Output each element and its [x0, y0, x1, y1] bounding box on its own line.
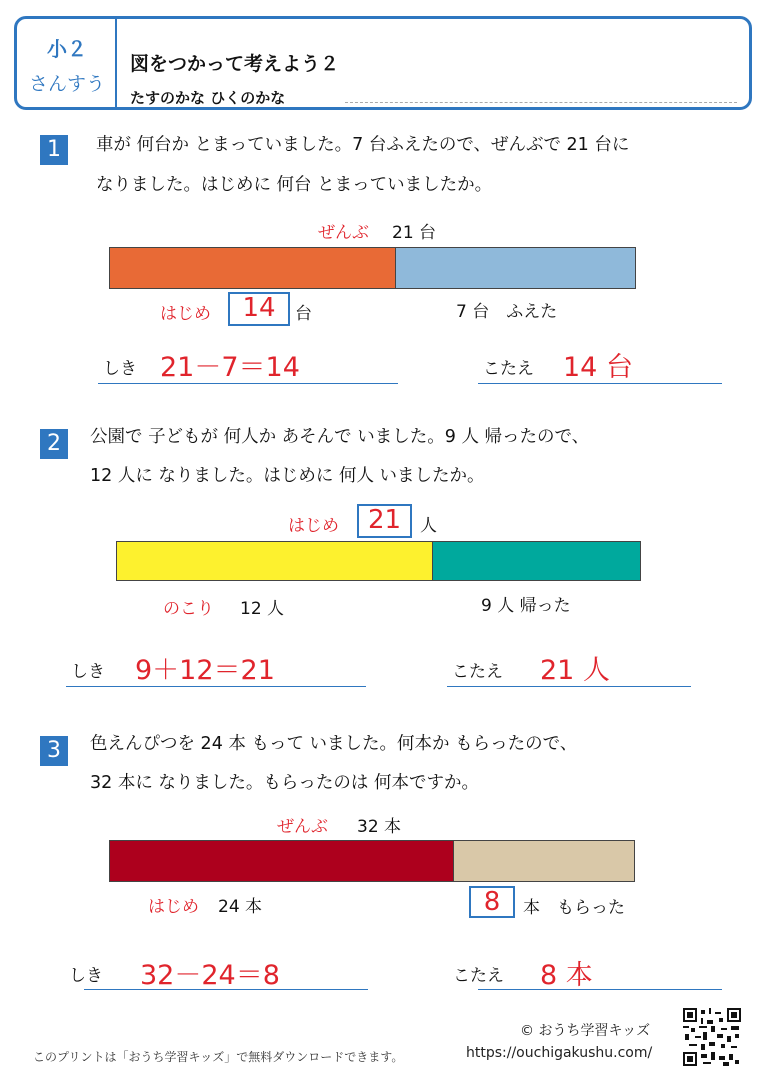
question-1-text-line1: 車が 何台か とまっていました。7 台ふえたので、ぜんぶで 21 台に [96, 135, 630, 155]
q3-bar-start [109, 840, 454, 882]
q3-kotae: 8 本 [540, 960, 593, 991]
q2-shiki: 9＋12＝21 [135, 655, 275, 686]
subject-label: さんすう [28, 73, 105, 95]
question-3-text-line2: 32 本に なりました。もらったのは 何本ですか。 [90, 773, 479, 793]
q1-start-answer-box: 14 [228, 292, 290, 326]
q2-start-answer-box: 21 [357, 504, 412, 538]
q2-remain-value: 12 人 [240, 599, 285, 619]
question-number-2: 2 [40, 429, 68, 459]
q2-change-label: 9 人 帰った [481, 596, 571, 616]
question-2-text-line1: 公園で 子どもが 何人か あそんで いました。9 人 帰ったので、 [90, 427, 590, 447]
q2-kotae-line [447, 686, 691, 687]
q2-start-unit: 人 [420, 516, 437, 536]
q3-total-value: 32 本 [357, 817, 402, 837]
question-3-text-line1: 色えんぴつを 24 本 もって いました。何本か もらったので、 [90, 734, 578, 754]
question-number-3: 3 [40, 736, 68, 766]
q3-total-label: ぜんぶ [277, 817, 328, 837]
q2-start-label: はじめ [288, 516, 339, 536]
q1-bar-change [395, 247, 636, 289]
question-number-1: 1 [40, 135, 68, 165]
name-line [345, 102, 737, 103]
q1-shiki-label: しき [103, 359, 137, 379]
q1-kotae: 14 台 [563, 352, 633, 383]
q1-kotae-line [478, 383, 722, 384]
footer-copyright: © おうち学習キッズ [520, 1023, 651, 1039]
question-1-text-line2: なりました。はじめに 何台 とまっていましたか。 [96, 175, 493, 195]
q3-kotae-label: こたえ [453, 966, 504, 986]
q3-start-value: 24 本 [218, 897, 263, 917]
q2-bar-remain [116, 541, 433, 581]
q2-kotae-label: こたえ [452, 662, 503, 682]
q3-shiki-label: しき [69, 966, 103, 986]
grade-box [17, 19, 117, 107]
grade-label: 小２ [47, 37, 87, 61]
worksheet-header [14, 16, 752, 110]
q3-start-label: はじめ [148, 897, 199, 917]
q1-shiki: 21－7＝14 [160, 352, 300, 383]
q3-shiki: 32－24＝8 [140, 960, 280, 991]
footer-note: このプリントは「おうち学習キッズ」で無料ダウンロードできます。 [33, 1050, 404, 1064]
q3-shiki-line [84, 989, 368, 990]
page-title: 図をつかって考えよう２ [130, 53, 340, 75]
q3-change-label: 本 もらった [523, 898, 625, 918]
q1-kotae-label: こたえ [483, 359, 534, 379]
q2-shiki-line [66, 686, 366, 687]
q1-change-label: 7 台 ふえた [456, 302, 558, 322]
q3-change-answer-box: 8 [469, 886, 515, 918]
q1-total-value: 21 台 [392, 223, 437, 243]
q1-start-label: はじめ [160, 304, 211, 324]
q3-bar-change [453, 840, 635, 882]
q2-kotae: 21 人 [540, 655, 610, 686]
q3-kotae-line [478, 989, 722, 990]
footer-url[interactable]: https://ouchigakushu.com/ [466, 1045, 653, 1061]
page-subtitle: たすのかな ひくのかな [130, 89, 286, 107]
qr-code-icon[interactable] [683, 1008, 741, 1066]
q2-bar-change [432, 541, 641, 581]
q2-remain-label: のこり [163, 599, 214, 619]
q1-total-label: ぜんぶ [318, 223, 369, 243]
q1-shiki-line [98, 383, 398, 384]
q2-shiki-label: しき [71, 662, 105, 682]
q1-bar-start [109, 247, 396, 289]
q1-start-unit: 台 [295, 304, 312, 324]
question-2-text-line2: 12 人に なりました。はじめに 何人 いましたか。 [90, 466, 485, 486]
